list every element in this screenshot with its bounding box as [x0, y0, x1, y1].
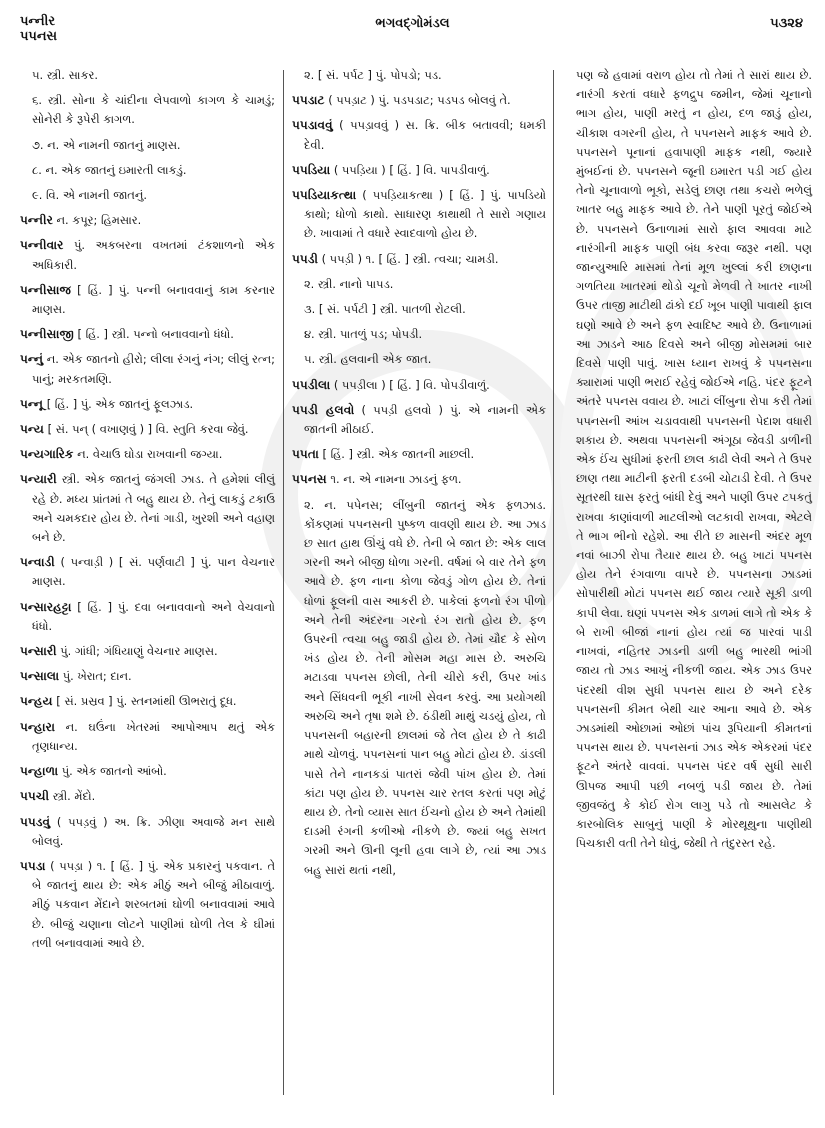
definition-text: ( પન્વાડ઼ી ) [ સં. પર્ણવાટી ] પું. પાન વેચનાર માણસ.: [32, 555, 275, 589]
headword: પપડિયા: [292, 162, 331, 177]
dictionary-entry: [20, 762, 275, 781]
definition-text: ( પપડ઼ીલા ) [ હિં. ] વિ. પોપડીવાળું.: [330, 377, 490, 392]
column-3: [564, 66, 812, 859]
dictionary-entry: [20, 325, 275, 344]
headword: પન્નું: [20, 352, 44, 367]
definition-text: ન. ઘઉંના ખેતરમાં આપોઆપ થતું એક તૃણધાન્ય.: [32, 719, 275, 753]
headword: પન્યગારિક: [20, 447, 74, 462]
headword: પન્સારહટ્ટા: [20, 599, 72, 614]
headword: પન્ય: [20, 422, 44, 437]
definition-text: ૨. સ્ત્રી. નાનો પાપડ.: [304, 276, 394, 291]
headword: પપડાવવું: [292, 118, 333, 133]
dictionary-entry: [20, 420, 275, 439]
dictionary-entry: [20, 667, 275, 686]
dictionary-entry: [292, 250, 546, 269]
headword: પન્સારી: [20, 644, 57, 659]
definition-text: સ્ત્રી. મેંદો.: [49, 789, 96, 804]
headword: પપડિયાકત્થા: [292, 188, 357, 203]
definition-text: ( પપડ઼ા ) ૧. [ હિં. ] પું. એક પ્રકારનું પકવાન. તે બે જાતનું થાય છે: એક મીઠું અને બીજું મીઠાવાળું. મીઠું પકવાન મેંદાને શરબતમાં ઘોળી બનાવવામાં આવે છે. બીજું ચણાના લોટને પાણીમાં ઘોળી તેલ કે ઘીમાં તળી બનાવવામાં આવે છે.: [32, 858, 275, 950]
page-number: ૫૩૨૪: [770, 16, 803, 31]
dictionary-entry: [292, 116, 546, 154]
definition-text: ૩. [ સં. પર્પટી ] સ્ત્રી. પાતળી રોટલી.: [304, 302, 466, 317]
definition-text: ૧. ન. એ નામના ઝાડનું ફળ.: [326, 472, 462, 487]
headword: પપતા: [292, 447, 319, 462]
sense-entry: [564, 66, 812, 853]
definition-text: ૫. સ્ત્રી. સાકર.: [32, 68, 99, 82]
headword: પપડાટ: [292, 93, 325, 108]
dictionary-entry: [292, 186, 546, 244]
sense-entry: [292, 325, 546, 344]
definition-text: [ હિં. ] પું. એક જાતનું ફૂલઝાડ.: [43, 396, 194, 411]
definition-text: ૨. ન. પપેનસ; લીંબુની જાતનું એક ફળઝાડ. કોંકણમાં પપનસની પુષ્કળ વાવણી થાય છે. આ ઝાડ છ સાત હાથ ઊંચું વધે છે. તેની બે જાત છે: એક લાલ ગરની અને બીજી ધોળા ગરની. વર્ષમાં બે વાર તેને ફળ આવે છે. ફળ નાના કોળા જેવડું ગોળ હોય છે. તેનાં ધોળાં ફૂલની વાસ આકરી છે. પાકેલાં ફળનો રંગ પીળો અને તેની અંદરના ગરનો રંગ રાતો હોય છે. ફળ ઉપરની ત્વચા બહુ જાડી હોય છે. તેમાં ચૌદ કે સોળ ખંડ હોય છે. તેની મોસમ મહા માસ છે. અરુચિ મટાડવા પપનસ છોલી, તેની ચીરો કરી, ઉપર ખાંડ અને સિંધવની ભૂકી નાખી સેવન કરવું. આ પ્રયોગથી અરુચિ અને તૃષા શમે છે. ઠંડીથી માથું ચડયું હોય, તો પપનસની બહારની છાલમાં જે તેલ હોય છે તે કાઢી માથે ચોળવું. પપનસનાં પાન બહુ મોટાં હોય છે. ડાંડલી પાસે તેને નાનકડાં પાતરાં જેવી પાંખ હોય છે. તેમાં કાંટા પણ હોય છે. પપનસ ચાર રતલ કરતાં પણ મોટું થાય છે. તેનો વ્યાસ સાત ઈંચનો હોય છે અને તેમાંથી દાડમી રંગની કળીઓ નીકળે છે. જ્યાં બહુ સખત ગરમી અને ઊની લૂની હવા લાગે છે, ત્યાં આ ઝાડ બહુ સારાં થતાં નથી,: [304, 497, 546, 877]
dictionary-entry: [20, 236, 275, 274]
dictionary-entry: [20, 211, 275, 230]
column-divider-2: [553, 70, 554, 1095]
dictionary-entry: [20, 553, 275, 591]
definition-text: ૬. સ્ત્રી. સોના કે ચાંદીના લેપવાળો કાગળ કે ચામડું; સોનેરી કે રૂપેરી કાગળ.: [32, 93, 275, 127]
definition-text: સ્ત્રી. એક જાતનું જંગલી ઝાડ. તે હમેશાં લીલું રહે છે. મધ્ય પ્રાંતમાં તે બહુ થાય છે. તેનું લાકડું ટકાઉ અને ચમકદાર હોય છે. તેનાં ગાડી, ખુરશી અને વહાણ બને છે.: [32, 472, 275, 545]
headword: પન્નૂ: [20, 396, 44, 411]
dictionary-entry: [292, 91, 546, 110]
definition-text: પું. અકબરના વખતમાં ટંકશાળનો એક અધિકારી.: [32, 238, 275, 272]
definition-text: ( પપડ઼વું ) અ. ક્રિ. ઝીણા અવાજે મન સાથે બોલવું.: [32, 814, 275, 848]
headword: પન્નીસાજી: [20, 327, 74, 342]
definition-text: [ સં. પ્રસ્રવ ] પું. સ્તનમાંથી ઊભરાતું દૂધ.: [52, 694, 237, 709]
definition-text: પું. ખેરાત; દાન.: [59, 669, 132, 684]
definition-text: પણ જે હવામાં વરાળ હોય તો તેમાં તે સારાં થાય છે. નારંગી કરતાં વધારે ફળદ્રુપ જમીન, જેમાં ચૂનાનો ભાગ હોય, પાણી મરતું ન હોય, દળ જાડું હોય, ચીકાશ વગરની હોય, તે પપનસને માફક આવે છે. પપનસને પૂનાનાં હવાપાણી માફક નથી, જ્યારે મુંબઈનાં છે. પપનસને જૂની ઇમારત પડી ગઈ હોય તેનો ચૂનાવાળો ભૂકો, સડેલું છાણ તથા કચરો ભળેલું ખાતર બહુ માફક આવે છે. તેને પાણી પૂરતું જોઈએ છે. પપનસને ઉનાળામાં સારો ફાલ આવવા માટે નારંગીની માફક પાણી બંધ કરવા જરૂર નથી. પણ જાન્યુઆરિ માસમાં તેનાં મૂળ ખુલ્લાં કરી છાણના ગળતિયા ખાતરમાં થોડો ચૂનો મેળવી તે ખાતર નાખી ઉપર તાજી માટીથી ઢાંકો દઈ ખૂબ પાણી પાવાથી ફાલ ઘણો આવે છે અને ફળ સ્વાદિષ્ટ આવે છે. ઉનાળામાં આ ઝાડને આઠ દિવસે અને બીજી મોસમમાં બાર દિવસે પાણી પાવું. ખાસ ધ્યાન રાખવું કે પપનસના ક્યારામાં પાણી ભરાઈ રહેવું જોઈએ નહિ. પંદર ફૂટને અંતરે પપનસ વવાય છે. ખાટાં લીંબુના રોપા કરી તેમાં પપનસની આંખ ચડાવવાથી પપનસની પેદાશ વધારી શકાય છે. અથવા પપનસની અંગૂઠા જેવડી ડાળીની એક ઈંચ સુધીમાં ફરતી છાલ કાઢી લેવી અને તે ઉપર છાણ તથા માટીની ફરતી દડબી ચોટાડી દેવી. તે ઉપર સૂતરથી ઘાસ ફરતું બાંધી દેવું અને પાણી ઉપર ટપકતું રાખવા કાણાંવાળી માટલીઓ લટકાવી રાખવા, એટલે તે ભાગ ભીનો રહેશે. આ રીતે છ માસની અંદર મૂળ નવાં બાઝી રોપા તૈયાર થાય છે. બહુ ખાટાં પપનસ હોય તેને રંગવાળા વાપરે છે. પપનસના ઝાડમાં સોપારીથી મોટાં પપનસ થઈ જાય ત્યારે સૂકી ડાળી કાપી લેવા. ઘણાં પપનસ એક ડાળમાં લાગે તો એક કે બે રાખી બીજાં નાનાં હોય ત્યાં જ પારવાં પાડી નાખવાં, નહિતર ઝાડની ડાળી બહુ ભારથી ભાંગી જાય તો ઝાડ આખું નીકળી જાય. એક ઝાડ ઉપર પંદરથી વીશ સુધી પપનસ થાય છે અને દરેક પપનસની કીમત બેથી ચાર આના આવે છે. એક ઝાડમાંથી ઓછામાં ઓછાં પાંચ રૂપિયાની કીમતનાં પપનસ થાય છે. પપનસનાં ઝાડ એક એકરમાં પંદર ફૂટને અંતરે વાવવાં. પપનસ પંદર વર્ષ સુધી સારી ઊપજ આપી પછી નબળું પડી જાય છે. તેમાં જીવજંતુ કે કોઈ રોગ લાગુ પડે તો આસલેટ કે કારબોલિક સાબુનું પાણી કે મોરથૂથુના પાણીથી પિચકારી વતી તેને ધોવું, જેથી તે તંદુરસ્ત રહે.: [576, 68, 812, 851]
dictionary-entry: [20, 692, 275, 711]
dictionary-entry: [20, 281, 275, 319]
definition-text: ૫. સ્ત્રી. હલવાની એક જાત.: [304, 352, 432, 367]
dictionary-entry: [20, 445, 275, 464]
definition-text: ૪. સ્ત્રી. પાતળું પડ; પોપડી.: [304, 327, 423, 342]
sense-entry: [292, 275, 546, 294]
column-2: [292, 66, 546, 886]
sense-entry: [20, 186, 275, 205]
headword: પપનસ: [292, 472, 327, 487]
dictionary-entry: [20, 813, 275, 851]
headword: પન્હાળા: [20, 764, 59, 779]
headword: પન્યારી: [20, 472, 57, 487]
definition-text: [ હિં. ] પું. પન્ની બનાવવાનું કામ કરનાર માણસ.: [32, 282, 275, 317]
headword: પપડવું: [20, 814, 51, 829]
dictionary-entry: [20, 857, 275, 953]
definition-text: ( પપડ઼ાવવું ) સ. ક્રિ. બીક બતાવવી; ધમકી દેવી.: [304, 118, 546, 152]
dictionary-entry: [20, 395, 275, 414]
dictionary-title: ભગવદ્ગોમંડલ: [375, 16, 450, 31]
guide-word-last: પપનસ: [20, 29, 58, 44]
column-1: [20, 66, 275, 959]
definition-text: ( પપડ઼ી ) ૧. [ હિં. ] સ્ત્રી. ત્વચા; ચામડી.: [318, 251, 499, 266]
headword: પપડી: [292, 251, 318, 266]
dictionary-entry: [20, 718, 275, 756]
definition-text: ( પપડ઼િયાકત્થા ) [ હિં. ] પું. પાપડિયો કાથો; ધોળો કાથો. સાધારણ કાથાથી તે સારો ગણાય છે. ખાવામાં તે વધારે સ્વાદવાળો હોય છે.: [304, 188, 546, 241]
definition-text: [ સં. પન્ ( વખાણવું ) ] વિ. સ્તુતિ કરવા જેવું.: [44, 422, 249, 437]
dictionary-entry: [292, 401, 546, 439]
dictionary-entry: [20, 470, 275, 547]
dictionary-entry: [292, 445, 546, 464]
definition-text: ન. વેચાઉ ઘોડા રાખવાની જગ્યા.: [73, 447, 223, 462]
definition-text: ૭. ન. એ નામની જાતનું માણસ.: [32, 137, 181, 152]
definition-text: ૮. ન. એક જાતનું ઇમારતી લાકડું.: [32, 162, 187, 177]
sense-entry: [292, 496, 546, 880]
definition-text: ( પપડ઼ાટ ) પું. પડપડાટ; પડપડ બોલવું તે.: [324, 93, 511, 108]
sense-entry: [20, 161, 275, 180]
dictionary-entry: [20, 598, 275, 636]
definition-text: [ હિં. ] પું. દવા બનાવવાનો અને વેચવાનો ધંધો.: [32, 599, 275, 633]
dictionary-entry: [292, 161, 546, 180]
dictionary-entry: [20, 787, 275, 806]
headword: પપડી હલવો: [292, 402, 355, 417]
sense-entry: [292, 350, 546, 369]
definition-text: ૨. [ સં. પર્પટ ] પું. પોપડો; પડ.: [304, 68, 442, 82]
definition-text: ( પપડ઼ી હલવો ) પું. એ નામની એક જાતની મીઠાઈ.: [304, 402, 546, 437]
sense-entry: [292, 66, 546, 85]
definition-text: [ હિં. ] સ્ત્રી. એક જાતની માછલી.: [318, 447, 475, 462]
headword: પપચી: [20, 789, 50, 804]
definition-text: ન. કપૂર; હિમસાર.: [52, 213, 142, 228]
headword: પન્નીવાર: [20, 238, 64, 253]
sense-entry: [20, 91, 275, 129]
sense-entry: [20, 66, 275, 85]
dictionary-entry: [20, 350, 275, 388]
headword: પન્નીર: [20, 213, 53, 228]
headword: પપડીલા: [292, 377, 331, 392]
headword: પન્નીસાજ: [20, 282, 71, 297]
dictionary-entry: [20, 642, 275, 661]
column-divider-1: [283, 70, 284, 1095]
definition-text: ૯. વિ. એ નામની જાતનું.: [32, 188, 147, 203]
headword: પપડા: [20, 858, 46, 873]
definition-text: [ હિં. ] સ્ત્રી. પન્નો બનાવવાનો ધંધો.: [73, 327, 234, 342]
dictionary-entry: [292, 376, 546, 395]
guide-word-first: પન્નીર: [20, 14, 56, 29]
sense-entry: [20, 136, 275, 155]
headword: પન્હય: [20, 694, 53, 709]
definition-text: ( પપડ઼િયા ) [ હિં. ] વિ. પાપડીવાળું.: [330, 162, 490, 177]
sense-entry: [292, 300, 546, 319]
headword: પન્હારા: [20, 719, 55, 734]
headword: પન્વાડી: [20, 555, 55, 570]
definition-text: પું. ગાંધી; ગંધિયાણું વેચનાર માણસ.: [56, 644, 218, 659]
definition-text: ન. એક જાતનો હીરો; લીલા રંગનું નંગ; લીલું રત્ન; પાનું; મરકતમણિ.: [32, 352, 275, 386]
headword: પન્સાલા: [20, 669, 60, 684]
dictionary-entry: [292, 470, 546, 489]
definition-text: પું. એક જાતનો આંબો.: [58, 764, 167, 779]
